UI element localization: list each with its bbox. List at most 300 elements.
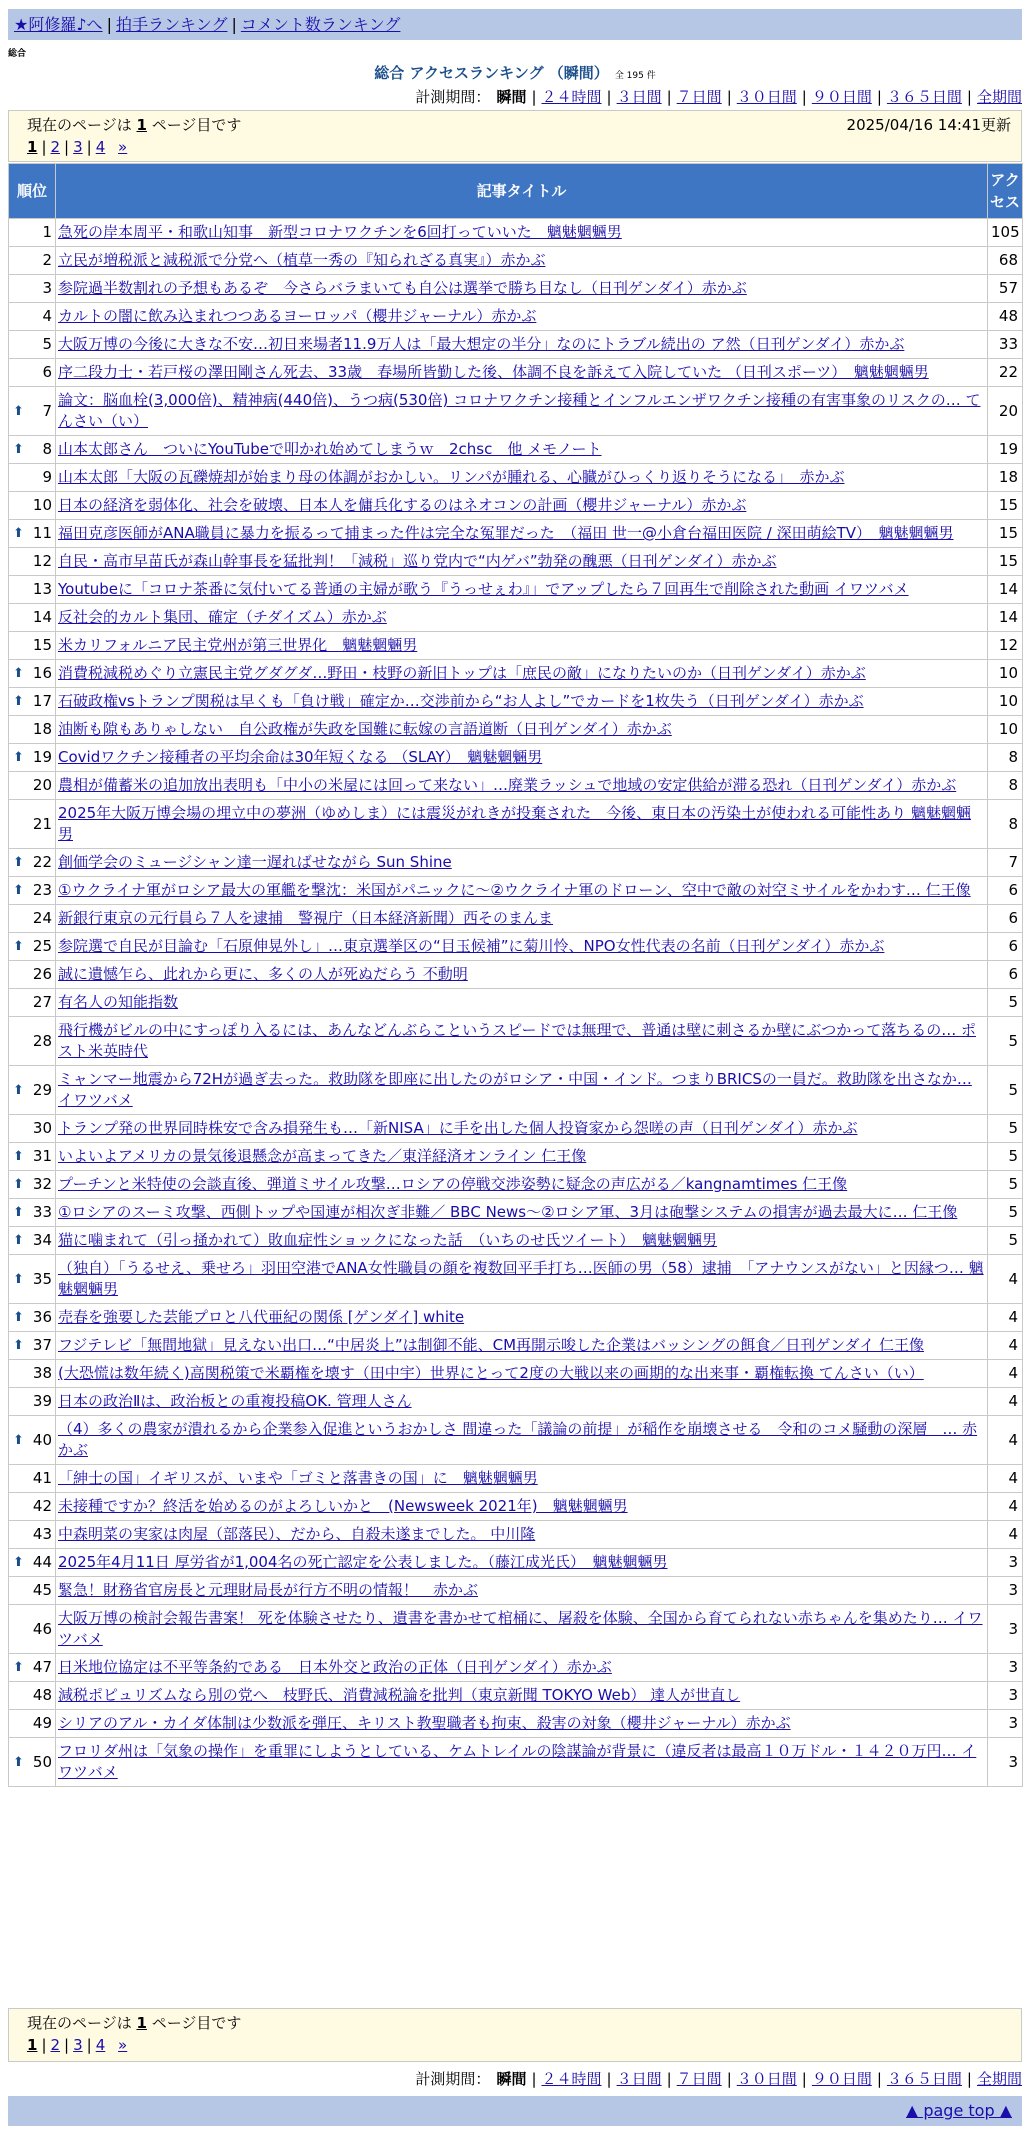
comment-ranking-link[interactable]: コメント数ランキング (240, 15, 401, 34)
rank-cell (9, 275, 56, 303)
rank-up-arrow-icon: ⬆ (13, 1555, 24, 1570)
rank-cell (9, 800, 56, 849)
table-row (9, 1738, 1023, 1787)
article-title-link[interactable]: 米カリフォルニア民主党州が第三世界化 魑魅魍魎男 (58, 636, 418, 654)
article-title-link[interactable]: 有名人の知能指数 (58, 993, 179, 1011)
article-title-link[interactable]: 「紳士の国」イギリスが、いまや「ゴミと落書きの国」に 魑魅魍魎男 (58, 1469, 538, 1487)
rank-number: 10 (32, 496, 52, 514)
table-row (9, 464, 1023, 492)
page-status (27, 2012, 1003, 2034)
title-cell (56, 247, 988, 275)
rank-up-arrow-icon: ⬆ (13, 855, 24, 870)
access-count: 6 (988, 933, 1023, 961)
rank-cell (9, 331, 56, 359)
rank-up-arrow-icon: ⬆ (13, 1205, 24, 1220)
access-count: 3 (988, 1605, 1023, 1654)
table-row (9, 849, 1023, 877)
article-title-link[interactable]: 石破政権vsトランプ関税は早くも「負け戦」確定か…交渉前から“お人よし”でカードを1枚失う（日刊ゲンダイ）赤かぶ (58, 692, 864, 710)
access-count: 4 (988, 1304, 1023, 1332)
access-count: 7 (988, 849, 1023, 877)
access-count: 15 (988, 520, 1023, 548)
rank-up-arrow-icon: ⬆ (13, 1233, 24, 1248)
article-title-link[interactable]: 参院過半数割れの予想もあるぞ 今さらバラまいても自公は選挙で勝ち目なし（日刊ゲンダイ）赤かぶ (58, 279, 747, 297)
period-separator: | (876, 2070, 882, 2088)
nav-separator: | (231, 15, 237, 34)
period-separator: | (726, 2070, 732, 2088)
rank-number: 20 (32, 776, 52, 794)
rank-cell (9, 933, 56, 961)
rank-number: 4 (42, 307, 52, 325)
article-title-link[interactable]: 未接種ですか？終活を始めるのがよろしいかと (Newsweek 2021年) 魑魅魍魎男 (58, 1497, 628, 1515)
rank-number: 26 (32, 965, 52, 983)
title-cell (56, 359, 988, 387)
access-count: 3 (988, 1710, 1023, 1738)
access-count: 22 (988, 359, 1023, 387)
rank-number: 40 (32, 1430, 52, 1449)
access-count: 14 (988, 604, 1023, 632)
access-count: 3 (988, 1654, 1023, 1682)
rank-cell (9, 1332, 56, 1360)
page-link[interactable]: 3 (73, 138, 83, 156)
article-title-link[interactable]: 論文：脳血栓(3,000倍)、精神病(440倍)、うつ病(530倍) コロナワクチン接種とインフルエンザワクチン接種の有害事象のリスクの… てんさい（い） (58, 391, 981, 430)
title-column-header: 記事タイトル (56, 164, 988, 219)
period-separator: | (801, 2070, 807, 2088)
article-title-link[interactable]: ①ウクライナ軍がロシア最大の軍艦を撃沈：米国がパニックに～②ウクライナ軍のドローン、空中で敵の対空ミサイルをかわす… 仁王像 (58, 881, 971, 899)
rank-cell (9, 688, 56, 716)
table-row (9, 1332, 1023, 1360)
rank-number: 9 (42, 468, 52, 486)
rank-cell (9, 1682, 56, 1710)
article-title-link[interactable]: プーチンと米特使の会談直後、弾道ミサイル攻撃…ロシアの停戦交渉姿勢に疑念の声広がる／kangnamtimes 仁王像 (58, 1175, 848, 1193)
period-option-link[interactable]: 全期間 (976, 88, 1022, 106)
rank-up-arrow-icon: ⬆ (13, 526, 24, 541)
page-separator: | (41, 2036, 47, 2054)
page-link[interactable]: 2 (50, 2036, 61, 2054)
rank-up-arrow-icon: ⬆ (13, 403, 24, 419)
page-links (27, 136, 1003, 158)
title-cell (56, 933, 988, 961)
article-title-link[interactable]: 中森明菜の実家は肉屋（部落民）、だから、自殺未遂までした。 中川隆 (58, 1525, 536, 1543)
rank-number: 2 (42, 251, 52, 269)
article-title-link[interactable]: 大阪万博の今後に大きな不安…初日来場者11.9万人は「最大想定の半分」なのにトラブル続出の ア然（日刊ゲンダイ）赤かぶ (58, 335, 905, 353)
article-title-link[interactable]: 減税ポピュリズムなら別の党へ 枝野氏、消費減税論を批判（東京新聞 TOKYO Web） 達人が世直し (58, 1686, 741, 1704)
article-title-link[interactable]: Youtubeに「コロナ茶番に気付いてる普通の主婦が歌う『うっせぇわ』」でアップしたら７回再生で削除された動画 イワツバメ (58, 580, 909, 598)
page-current: 1 (27, 2036, 38, 2054)
rank-cell (9, 604, 56, 632)
table-row (9, 1605, 1023, 1654)
title-cell (56, 800, 988, 849)
title-cell (56, 1465, 988, 1493)
access-count: 3 (988, 1682, 1023, 1710)
table-row (9, 1682, 1023, 1710)
rank-cell (9, 1066, 56, 1115)
article-title-link[interactable]: ①ロシアのスーミ攻撃、西側トップや国連が相次ぎ非難／ BBC News～②ロシア軍、3月は砲撃システムの損害が過去最大に… 仁王像 (58, 1203, 958, 1221)
table-row (9, 905, 1023, 933)
page-link[interactable]: 2 (50, 138, 61, 156)
period-option-link[interactable]: ９０日間 (811, 2070, 872, 2088)
title-cell (56, 1017, 988, 1066)
period-separator: | (666, 2070, 672, 2088)
article-title-link[interactable]: 緊急！財務省官房長と元理財局長が行方不明の情報！ 赤かぶ (58, 1581, 479, 1599)
period-separator: | (966, 88, 972, 106)
total-count: 全 195 件 (614, 71, 656, 81)
ranking-table (8, 163, 1023, 1787)
period-separator: | (606, 88, 612, 106)
article-title-link[interactable]: （独自）「うるせえ、乗せろ」羽田空港でANA女性職員の顔を複数回平手打ち…医師の男（58）逮捕 「アナウンスがない」と因縁つ… 魑魅魍魎男 (58, 1259, 984, 1298)
page-separator (109, 2036, 114, 2054)
access-count: 6 (988, 905, 1023, 933)
page-separator (109, 138, 114, 156)
rank-number: 24 (32, 909, 52, 927)
article-title-link[interactable]: (大恐慌は数年続く)高関税策で米覇権を壊す（田中宇）世界にとって2度の大戦以来の画期的な出来事・覇権転換 てんさい（い） (58, 1364, 924, 1382)
page-separator: | (86, 138, 92, 156)
article-title-link[interactable]: 立民が増税派と減税派で分党へ（植草一秀の『知られざる真実』）赤かぶ (58, 251, 546, 269)
rank-number: 35 (32, 1269, 52, 1288)
article-title-link[interactable]: 誠に遺憾乍ら、此れから更に、多くの人が死ぬだらう 不動明 (58, 965, 468, 983)
table-row (9, 961, 1023, 989)
access-count: 5 (988, 1227, 1023, 1255)
table-row (9, 303, 1023, 331)
rank-up-arrow-icon: ⬆ (13, 883, 24, 898)
rank-up-arrow-icon: ⬆ (13, 1271, 24, 1287)
rank-number: 43 (32, 1525, 52, 1543)
category-label: 総合 (8, 49, 27, 59)
title-cell (56, 1493, 988, 1521)
article-title-link[interactable]: いよいよアメリカの景気後退懸念が高まってきた／東洋経済オンライン 仁王像 (58, 1147, 587, 1165)
rank-cell (9, 1143, 56, 1171)
rank-number: 37 (32, 1336, 52, 1354)
period-separator: | (606, 2070, 612, 2088)
table-row (9, 1360, 1023, 1388)
rank-cell (9, 1199, 56, 1227)
rank-number: 46 (32, 1619, 52, 1638)
rank-number: 39 (32, 1392, 52, 1410)
title-cell (56, 1549, 988, 1577)
title-cell (56, 303, 988, 331)
rank-number: 41 (32, 1469, 52, 1487)
rank-cell (9, 1738, 56, 1787)
title-cell (56, 520, 988, 548)
page-current: 1 (27, 138, 38, 156)
article-title-link[interactable]: （4）多くの農家が潰れるから企業参入促進というおかしさ 間違った「議論の前提」が稲作を崩壊させる 令和のコメ騒動の深層 … 赤かぶ (58, 1420, 978, 1459)
rank-cell (9, 1521, 56, 1549)
footer-bar (8, 2096, 1022, 2126)
rank-number: 19 (32, 748, 52, 766)
article-title-link[interactable]: 山本太郎「大阪の瓦礫焼却が始まり母の体調がおかしい。リンパが腫れる、心臓がひっくり返りそうになる」 赤かぶ (58, 468, 845, 486)
article-title-link[interactable]: 2025年4月11日 厚労省が1,004名の死亡認定を公表しました。（藤江成光氏） 魑魅魍魎男 (58, 1553, 668, 1571)
period-separator: | (876, 88, 882, 106)
period-option-link[interactable]: ７日間 (676, 88, 722, 106)
rank-cell (9, 1115, 56, 1143)
page-top-link[interactable]: ▲ page top ▲ (905, 2101, 1012, 2120)
table-row (9, 688, 1023, 716)
table-row (9, 492, 1023, 520)
period-option-link[interactable]: ２４時間 (541, 88, 602, 106)
rank-up-arrow-icon: ⬆ (13, 1754, 24, 1770)
title-cell (56, 989, 988, 1017)
rank-cell (9, 436, 56, 464)
table-row (9, 1710, 1023, 1738)
table-row (9, 1227, 1023, 1255)
table-row (9, 1017, 1023, 1066)
article-title-link[interactable]: 日本の経済を弱体化、社会を破壊、日本人を傭兵化するのはネオコンの計画（櫻井ジャーナル）赤かぶ (58, 496, 747, 514)
table-row (9, 660, 1023, 688)
rank-number: 42 (32, 1497, 52, 1515)
article-title-link[interactable]: 日本の政治Ⅱは、政治板との重複投稿OK. 管理人さん (58, 1392, 412, 1410)
nav-separator: | (106, 15, 112, 34)
article-title-link[interactable]: ミャンマー地震から72Hが過ぎ去った。救助隊を即座に出したのがロシア・中国・インド。つまりBRICSの一員だ。救助隊を出さなか… イワツバメ (58, 1070, 972, 1109)
rank-number: 13 (32, 580, 52, 598)
period-option-link[interactable]: ７日間 (676, 2070, 722, 2088)
title-cell (56, 632, 988, 660)
table-row (9, 933, 1023, 961)
rank-up-arrow-icon: ⬆ (13, 1432, 24, 1448)
table-row (9, 604, 1023, 632)
rank-number: 5 (42, 335, 52, 353)
page-link[interactable]: 3 (73, 2036, 83, 2054)
article-title-link[interactable]: 自民・高市早苗氏が森山幹事長を猛批判！「減税」巡り党内で“内ゲバ”勃発の醜悪（日刊ゲンダイ）赤かぶ (58, 552, 777, 570)
article-title-link[interactable]: 創価学会のミュージシャン達一遅ればせながら Sun Shine (58, 853, 452, 871)
title-cell (56, 1255, 988, 1304)
period-option-link[interactable]: ３日間 (616, 2070, 662, 2088)
rank-number: 45 (32, 1581, 52, 1599)
table-row (9, 989, 1023, 1017)
access-count: 5 (988, 989, 1023, 1017)
next-page-link[interactable]: » (118, 138, 128, 156)
rank-number: 17 (32, 692, 52, 710)
table-row (9, 1066, 1023, 1115)
title-cell (56, 1388, 988, 1416)
access-count: 20 (988, 387, 1023, 436)
rank-cell (9, 520, 56, 548)
title-cell (56, 1199, 988, 1227)
article-title-link[interactable]: 油断も隙もありゃしない 自公政権が失政を国難に転嫁の言語道断（日刊ゲンダイ）赤かぶ (58, 720, 672, 738)
rank-up-arrow-icon: ⬆ (13, 1177, 24, 1192)
access-count: 3 (988, 1577, 1023, 1605)
period-option-link[interactable]: ３０日間 (736, 2070, 797, 2088)
period-separator: | (666, 88, 672, 106)
rank-cell (9, 716, 56, 744)
article-title-link[interactable]: 消費税減税めぐり立憲民主党グダグダ…野田・枝野の新旧トップは「庶民の敵」になりたいのか（日刊ゲンダイ）赤かぶ (58, 664, 866, 682)
table-row (9, 1521, 1023, 1549)
title-cell (56, 275, 988, 303)
access-count: 15 (988, 548, 1023, 576)
period-option-link[interactable]: ３０日間 (736, 88, 797, 106)
table-row (9, 1255, 1023, 1304)
table-row (9, 716, 1023, 744)
title-cell (56, 331, 988, 359)
rank-cell (9, 772, 56, 800)
title-cell (56, 576, 988, 604)
article-title-link[interactable]: 2025年大阪万博会場の埋立中の夢洲（ゆめしま）には震災がれきが投棄された 今後、東日本の汚染土が使われる可能性あり 魑魅魍魎男 (58, 804, 971, 843)
table-row (9, 1388, 1023, 1416)
title-cell (56, 1332, 988, 1360)
period-label: 計測期間： (415, 88, 491, 106)
rank-number: 34 (32, 1231, 52, 1249)
next-page-link[interactable]: » (118, 2036, 128, 2054)
title-cell (56, 905, 988, 933)
rank-cell (9, 219, 56, 247)
table-row (9, 1465, 1023, 1493)
access-count: 5 (988, 1199, 1023, 1227)
article-title-link[interactable]: フジテレビ「無間地獄」見えない出口…“中居炎上”は制御不能、CM再開示唆した企業はバッシングの餌食／日刊ゲンダイ 仁王像 (58, 1336, 924, 1354)
updated-timestamp: 2025/04/16 14:41更新 (846, 116, 1011, 134)
access-count: 14 (988, 576, 1023, 604)
table-row (9, 1549, 1023, 1577)
table-row (9, 219, 1023, 247)
rank-up-arrow-icon: ⬆ (13, 666, 24, 681)
rank-up-arrow-icon: ⬆ (13, 939, 24, 954)
period-option-link[interactable]: ２４時間 (541, 2070, 602, 2088)
article-title-link[interactable]: Covidワクチン接種者の平均余命は30年短くなる （SLAY） 魑魅魍魎男 (58, 748, 543, 766)
access-count: 3 (988, 1549, 1023, 1577)
rank-cell (9, 576, 56, 604)
page-separator: | (86, 2036, 92, 2054)
article-title-link[interactable]: 売春を強要した芸能プロと八代亜紀の関係 [ゲンダイ] white (58, 1308, 465, 1326)
rank-cell (9, 1549, 56, 1577)
home-link[interactable]: ★阿修羅♪へ (14, 15, 103, 34)
table-header-row (9, 164, 1023, 219)
article-title-link[interactable]: カルトの闇に飲み込まれつつあるヨーロッパ（櫻井ジャーナル）赤かぶ (58, 307, 537, 325)
article-title-link[interactable]: 農相が備蓄米の追加放出表明も「中小の米屋には回って来ない」…廃業ラッシュで地域の安定供給が滞る恐れ（日刊ゲンダイ）赤かぶ (58, 776, 957, 794)
table-row (9, 1416, 1023, 1465)
article-title-link[interactable]: 山本太郎さん ついにYouTubeで叩かれ始めてしまうｗ 2chsc 他 メモノート (58, 440, 602, 458)
title-cell (56, 387, 988, 436)
article-title-link[interactable]: 新銀行東京の元行員ら７人を逮捕 警視庁（日本経済新聞）西そのまんま (58, 909, 554, 927)
ranking-table-body (9, 219, 1023, 1787)
table-row (9, 359, 1023, 387)
article-title-link[interactable]: 猫に噛まれて（引っ掻かれて）敗血症性ショックになった話 （いちのせ氏ツイート） 魑魅魍魎男 (58, 1231, 717, 1249)
article-title-link[interactable]: 福田克彦医師がANA職員に暴力を振るって捕まった件は完全な冤罪だった （福田 世一@小倉台福田医院 / 深田萌絵TV） 魑魅魍魎男 (58, 524, 954, 542)
rank-up-arrow-icon: ⬆ (13, 1149, 24, 1164)
title-cell (56, 1360, 988, 1388)
rank-number: 23 (32, 881, 52, 899)
access-count: 12 (988, 632, 1023, 660)
access-count: 57 (988, 275, 1023, 303)
access-count: 4 (988, 1493, 1023, 1521)
title-cell (56, 1143, 988, 1171)
table-row (9, 548, 1023, 576)
table-row (9, 275, 1023, 303)
table-row (9, 800, 1023, 849)
rank-cell (9, 961, 56, 989)
page-title-text: 総合 アクセスランキング （瞬間） (374, 64, 609, 82)
article-title-link[interactable]: 急死の岸本周平・和歌山知事 新型コロナワクチンを6回打っていいた 魑魅魍魎男 (58, 223, 622, 241)
table-row (9, 520, 1023, 548)
rank-cell (9, 905, 56, 933)
page-link[interactable]: 4 (95, 138, 106, 156)
article-title-link[interactable]: 大阪万博の検討会報告書案！ 死を体験させたり、遺書を書かせて棺桶に、屠殺を体験、全国から育てられない赤ちゃんを集めたり… イワツバメ (58, 1609, 983, 1648)
rank-number: 44 (32, 1553, 52, 1571)
rank-cell (9, 1360, 56, 1388)
period-selector-top (415, 86, 1022, 107)
title-cell (56, 604, 988, 632)
title-cell (56, 716, 988, 744)
title-cell (56, 1738, 988, 1787)
title-cell (56, 548, 988, 576)
rank-cell (9, 1465, 56, 1493)
article-title-link[interactable]: 参院選で自民が目論む「石原伸晃外し」…東京選挙区の“目玉候補”に菊川怜、NPO女性代表の名前（日刊ゲンダイ）赤かぶ (58, 937, 885, 955)
table-row (9, 1493, 1023, 1521)
period-option-link[interactable]: ３６５日間 (886, 2070, 962, 2088)
rank-number: 3 (42, 279, 52, 297)
access-column-header: アクセス (988, 164, 1023, 219)
title-cell (56, 1654, 988, 1682)
access-count: 4 (988, 1255, 1023, 1304)
period-option-link[interactable]: 全期間 (976, 2070, 1022, 2088)
rank-number: 25 (32, 937, 52, 955)
access-count: 10 (988, 660, 1023, 688)
rank-up-arrow-icon: ⬆ (13, 442, 24, 457)
access-count: 33 (988, 331, 1023, 359)
access-count: 6 (988, 877, 1023, 905)
access-count: 68 (988, 247, 1023, 275)
rank-cell (9, 849, 56, 877)
period-option-link[interactable]: ９０日間 (811, 88, 872, 106)
article-title-link[interactable]: 飛行機がビルの中にすっぽり入るには、あんなどんぶらこというスピードでは無理で、普通は壁に刺さるか壁にぶつかって落ちるの… ポスト米英時代 (58, 1021, 976, 1060)
title-cell (56, 1416, 988, 1465)
period-option-link[interactable]: ３日間 (616, 88, 662, 106)
rank-number: 12 (32, 552, 52, 570)
article-title-link[interactable]: 日米地位協定は不平等条約である 日本外交と政治の正体（日刊ゲンダイ）赤かぶ (58, 1658, 612, 1676)
rank-cell (9, 1171, 56, 1199)
article-title-link[interactable]: シリアのアル・カイダ体制は少数派を弾圧、キリスト教聖職者も拘束、殺害の対象（櫻井ジャーナル）赤かぶ (58, 1714, 791, 1732)
page-separator: | (64, 2036, 70, 2054)
title-cell (56, 1605, 988, 1654)
article-title-link[interactable]: 序二段力士・若戸桜の澤田剛さん死去、33歳 春場所皆勤した後、体調不良を訴えて入院していた （日刊スポーツ） 魑魅魍魎男 (58, 363, 929, 381)
access-count: 5 (988, 1115, 1023, 1143)
access-count: 10 (988, 716, 1023, 744)
page-link[interactable]: 4 (95, 2036, 106, 2054)
article-title-link[interactable]: 反社会的カルト集団、確定（チダイズム）赤かぶ (58, 608, 387, 626)
rank-number: 30 (32, 1119, 52, 1137)
rank-number: 21 (32, 814, 52, 833)
table-row (9, 576, 1023, 604)
title-cell (56, 1521, 988, 1549)
pager-top (8, 110, 1022, 162)
period-current: 瞬間 (496, 2070, 527, 2088)
rank-cell (9, 387, 56, 436)
period-separator: | (966, 2070, 972, 2088)
table-row (9, 772, 1023, 800)
rank-number: 29 (32, 1080, 52, 1099)
article-title-link[interactable]: フロリダ州は「気象の操作」を重罪にしようとしている、ケムトレイルの陰謀論が背景に（違反者は最高１０万ドル・１４２０万円… イワツバメ (58, 1742, 977, 1781)
rank-number: 36 (32, 1308, 52, 1326)
clap-ranking-link[interactable]: 拍手ランキング (115, 15, 228, 34)
top-nav-bar (8, 9, 1022, 40)
rank-number: 47 (32, 1658, 52, 1676)
access-count: 19 (988, 436, 1023, 464)
table-row (9, 436, 1023, 464)
rank-number: 14 (32, 608, 52, 626)
rank-number: 11 (32, 524, 52, 542)
period-label: 計測期間： (415, 2070, 491, 2088)
article-title-link[interactable]: トランプ発の世界同時株安で含み損発生も…「新NISA」に手を出した個人投資家から怨嗟の声（日刊ゲンダイ）赤かぶ (58, 1119, 858, 1137)
period-option-link[interactable]: ３６５日間 (886, 88, 962, 106)
title-cell (56, 961, 988, 989)
access-count: 48 (988, 303, 1023, 331)
rank-cell (9, 1416, 56, 1465)
rank-cell (9, 464, 56, 492)
table-row (9, 387, 1023, 436)
rank-number: 28 (32, 1031, 52, 1050)
period-current: 瞬間 (496, 88, 527, 106)
rank-number: 32 (32, 1175, 52, 1193)
rank-cell (9, 303, 56, 331)
access-count: 5 (988, 1171, 1023, 1199)
title-cell (56, 1227, 988, 1255)
title-cell (56, 464, 988, 492)
